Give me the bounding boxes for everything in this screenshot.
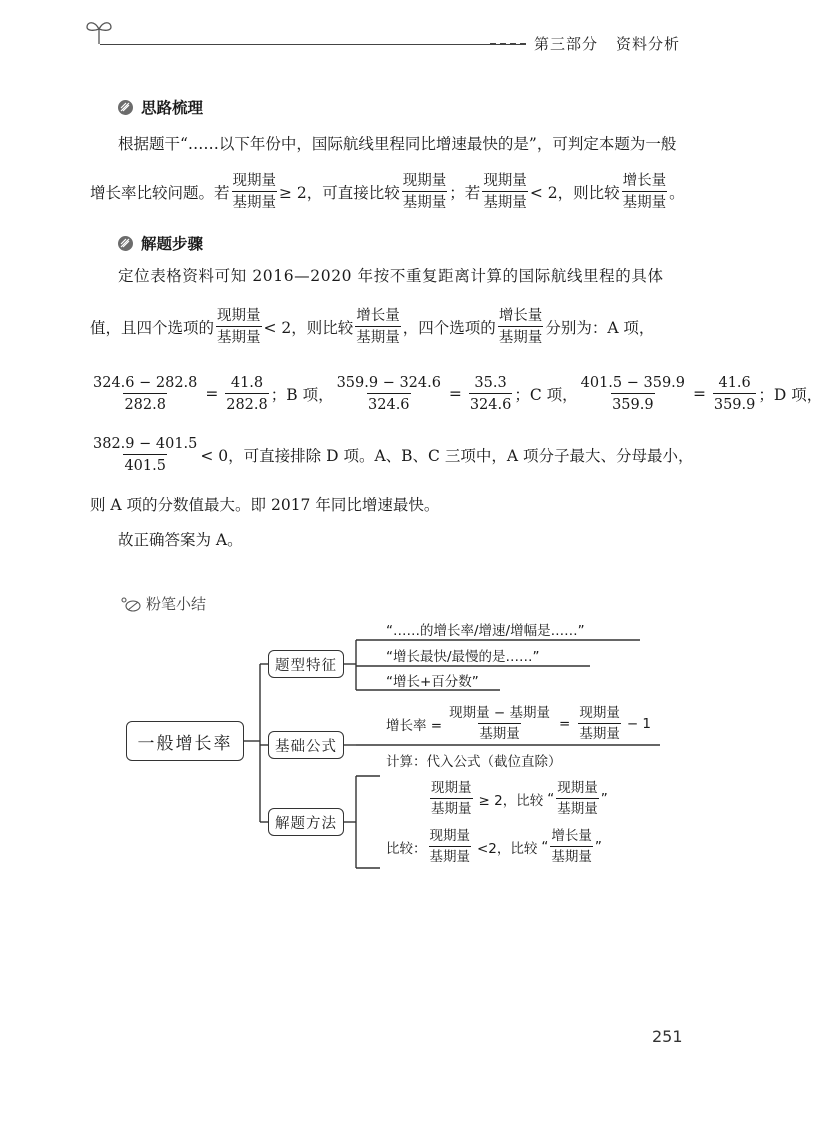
- approach-l2-a: 增长率比较问题。若: [90, 184, 230, 202]
- formula-fraction-diff: [448, 704, 551, 742]
- growth-rate-formula: [386, 704, 651, 744]
- frac-den: 基期量: [478, 723, 521, 742]
- frac-num: 增长量: [498, 307, 543, 324]
- header-section: 资料分析: [616, 35, 681, 53]
- frac-den: 基期量: [402, 191, 448, 211]
- steps-l2-b: < 2，则比较: [263, 319, 354, 337]
- feature-item-1: “……的增长率/增速/增幅是……”: [386, 623, 585, 639]
- frac-num: 41.6: [718, 374, 751, 391]
- frac-den: 基期量: [216, 326, 262, 346]
- frac-den: 359.9: [713, 393, 757, 413]
- fraction-current-over-base: [578, 704, 621, 742]
- frac-num: 382.9 − 401.5: [93, 435, 198, 452]
- approach-heading-text: 思路梳理: [141, 99, 204, 117]
- frac-den: 基期量: [429, 846, 472, 865]
- frac-num: 35.3: [474, 374, 507, 391]
- steps-heading-text: 解题步骤: [141, 235, 204, 253]
- frac-den: 282.8: [123, 393, 167, 413]
- frac-den: 324.6: [367, 393, 411, 413]
- equals-sign: =: [443, 385, 467, 403]
- frac-den: 359.9: [611, 393, 655, 413]
- summary-title-text: 粉笔小结: [146, 595, 207, 613]
- frac-den: 401.5: [123, 454, 167, 474]
- branch-question-type: 题型特征: [268, 650, 344, 678]
- method-row-1: [428, 778, 608, 820]
- steps-l4-rest: < 0，可直接排除 D 项。A、B、C 三项中，A 项分子最大、分母最小，: [200, 447, 694, 465]
- steps-line-5-text: 则 A 项的分数值最大。即 2017 年同比增速最快。: [90, 496, 440, 514]
- branch-basic-formula: 基础公式: [268, 731, 344, 759]
- approach-line-1-text: 根据题干“……以下年份中，国际航线里程同比增速最快的是”，可判定本题为一般: [118, 135, 677, 153]
- fraction-current-over-base: [556, 779, 599, 817]
- frac-num: 401.5 − 359.9: [580, 374, 686, 391]
- frac-den: 基期量: [482, 191, 528, 211]
- formula-equals: =: [559, 716, 571, 732]
- frac-num: 现期量: [579, 704, 620, 721]
- approach-l2-e: 。: [669, 184, 685, 202]
- option-b-label: ；B 项，: [270, 386, 334, 404]
- calc-method: 计算：代入公式（截位直除）: [386, 754, 562, 770]
- formula-prefix: 增长率 =: [386, 718, 443, 734]
- frac-den: 基期量: [355, 326, 401, 346]
- close-quote: ”: [594, 839, 602, 855]
- option-c-label: ；C 项，: [514, 386, 578, 404]
- method-row-1-mid: ≥ 2，比较: [478, 793, 544, 809]
- frac-den: 基期量: [232, 191, 278, 211]
- branch-solving-method: 解题方法: [268, 808, 344, 836]
- frac-num: 现期量: [232, 172, 277, 189]
- page-number: 251: [652, 1027, 683, 1046]
- steps-line-1-text: 定位表格资料可知 2016—2020 年按不重复距离计算的国际航线里程的具体: [118, 267, 664, 285]
- steps-l2-c: ，四个选项的: [402, 319, 496, 337]
- header-part: 第三部分: [534, 35, 599, 53]
- feature-item-3: “增长+百分数”: [386, 674, 479, 690]
- frac-den: 基期量: [578, 723, 621, 742]
- method-row-2-mid: <2，比较: [477, 841, 538, 857]
- feature-item-2: “增长最快/最慢的是……”: [386, 649, 540, 665]
- frac-den: 基期量: [550, 846, 593, 865]
- equals-sign: =: [688, 385, 711, 403]
- approach-l2-b: ≥ 2，可直接比较: [279, 184, 400, 202]
- answer-text: 故正确答案为 A。: [118, 531, 243, 549]
- open-quote: “: [547, 791, 555, 807]
- frac-num: 现期量: [557, 779, 598, 796]
- frac-den: 基期量: [622, 191, 668, 211]
- frac-num: 359.9 − 324.6: [336, 374, 441, 391]
- frac-num: 现期量: [429, 827, 470, 844]
- frac-den: 282.8: [225, 393, 269, 413]
- steps-l2-a: 值，且四个选项的: [90, 319, 215, 337]
- steps-l2-d: 分别为：A 项，: [545, 319, 655, 337]
- frac-num: 增长量: [551, 827, 592, 844]
- fraction-current-over-base: [430, 779, 473, 817]
- frac-num: 现期量 − 基期量: [449, 704, 551, 721]
- frac-den: 基期量: [430, 798, 473, 817]
- frac-num: 324.6 − 282.8: [93, 374, 198, 391]
- fraction-growth-over-base: [550, 827, 593, 865]
- method-row-2-prefix: 比较：: [386, 841, 427, 857]
- frac-num: 增长量: [622, 172, 667, 189]
- approach-l2-d: < 2，则比较: [529, 184, 620, 202]
- frac-num: 现期量: [402, 172, 447, 189]
- frac-den: 基期量: [498, 326, 544, 346]
- approach-l2-c: ；若: [449, 184, 481, 202]
- frac-num: 增长量: [356, 307, 400, 324]
- frac-num: 现期量: [431, 779, 472, 796]
- formula-tail: − 1: [626, 716, 652, 732]
- frac-den: 基期量: [556, 798, 599, 817]
- frac-den: 324.6: [469, 393, 513, 413]
- method-row-2: [386, 826, 602, 868]
- open-quote: “: [541, 839, 549, 855]
- option-d-label: ；D 项，: [758, 386, 822, 404]
- frac-num: 现期量: [217, 307, 261, 324]
- close-quote: ”: [600, 791, 608, 807]
- frac-num: 41.8: [230, 374, 264, 391]
- fraction-current-over-base: [429, 827, 472, 865]
- frac-num: 现期量: [483, 172, 527, 189]
- equals-sign: =: [200, 385, 224, 403]
- mind-map-root: 一般增长率: [126, 721, 244, 761]
